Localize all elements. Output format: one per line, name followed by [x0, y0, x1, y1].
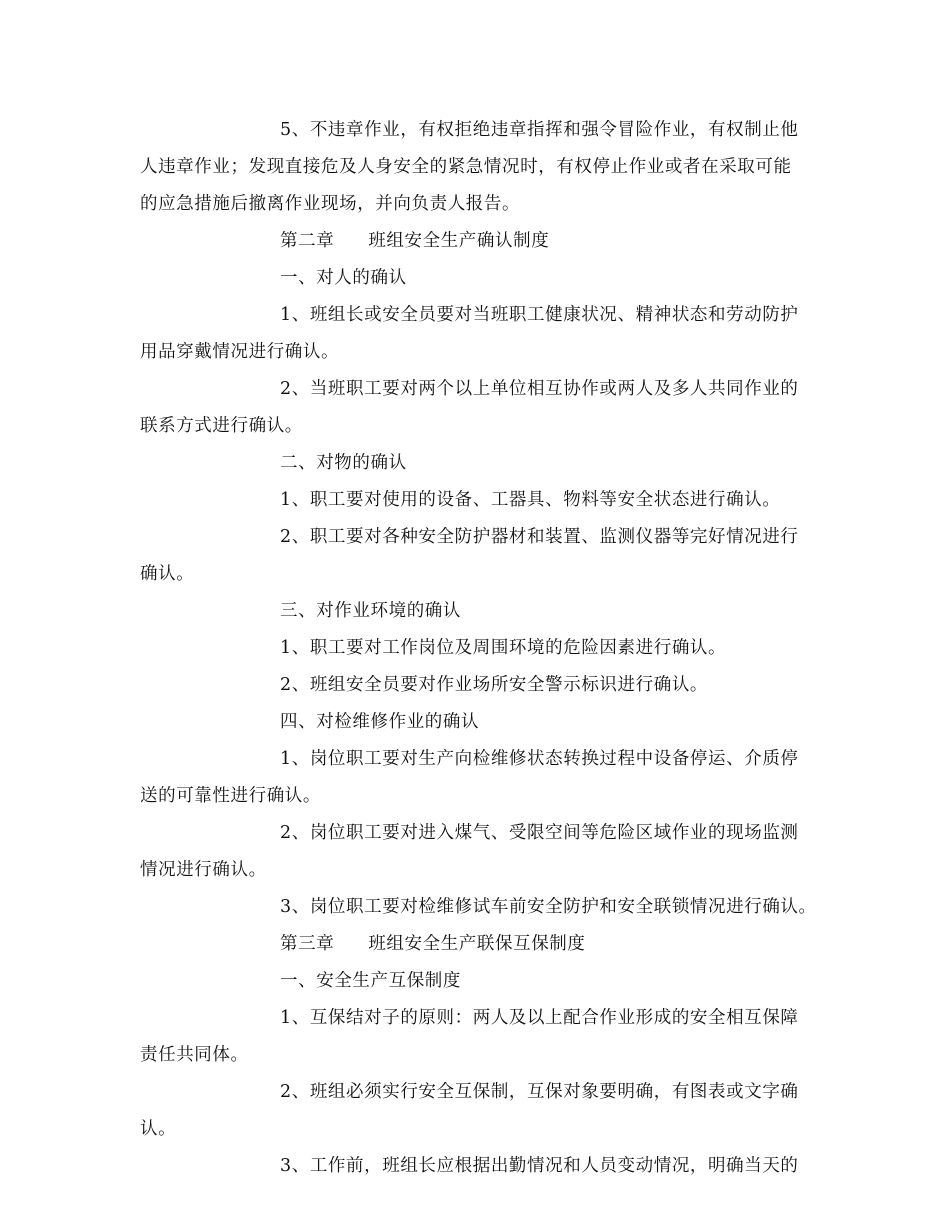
chapter-number: 第二章 [280, 231, 335, 251]
paragraph-line: 的应急措施后撤离作业现场，并向负责人报告。 [140, 194, 521, 214]
section-heading: 二、对物的确认 [280, 453, 407, 473]
paragraph-line: 2、班组安全员要对作业场所安全警示标识进行确认。 [280, 675, 709, 695]
paragraph-line: 1、职工要对使用的设备、工器具、物料等安全状态进行确认。 [280, 490, 781, 510]
paragraph-line: 情况进行确认。 [140, 860, 267, 880]
chapter-title: 班组安全生产确认制度 [368, 231, 550, 251]
chapter-number: 第三章 [280, 934, 335, 954]
paragraph-line: 认。 [140, 1119, 177, 1139]
paragraph-line: 责任共同体。 [140, 1045, 249, 1065]
chapter-heading [280, 229, 549, 253]
paragraph-line: 2、职工要对各种安全防护器材和装置、监测仪器等完好情况进行 [280, 527, 799, 547]
chapter-heading [280, 932, 586, 956]
paragraph-line: 人违章作业；发现直接危及人身安全的紧急情况时，有权停止作业或者在采取可能 [140, 157, 792, 177]
paragraph-line: 用品穿戴情况进行确认。 [140, 342, 340, 362]
section-heading: 四、对检维修作业的确认 [280, 712, 480, 732]
paragraph-line: 1、职工要对工作岗位及周围环境的危险因素进行确认。 [280, 638, 727, 658]
chapter-title: 班组安全生产联保互保制度 [368, 934, 586, 954]
paragraph-line: 1、岗位职工要对生产向检维修状态转换过程中设备停运、介质停 [280, 749, 799, 769]
section-heading: 三、对作业环境的确认 [280, 601, 461, 621]
section-heading: 一、对人的确认 [280, 268, 407, 288]
paragraph-line: 送的可靠性进行确认。 [140, 786, 321, 806]
paragraph-line: 确认。 [140, 564, 195, 584]
paragraph-line: 联系方式进行确认。 [140, 416, 303, 436]
paragraph-line: 5、不违章作业，有权拒绝违章指挥和强令冒险作业，有权制止他 [280, 120, 799, 140]
paragraph-line: 2、当班职工要对两个以上单位相互协作或两人及多人共同作业的 [280, 379, 799, 399]
paragraph-line: 2、岗位职工要对进入煤气、受限空间等危险区域作业的现场监测 [280, 823, 799, 843]
paragraph-line: 1、班组长或安全员要对当班职工健康状况、精神状态和劳动防护 [280, 305, 799, 325]
section-heading: 一、安全生产互保制度 [280, 971, 461, 991]
paragraph-line: 1、互保结对子的原则：两人及以上配合作业形成的安全相互保障 [280, 1008, 799, 1028]
paragraph-line: 3、岗位职工要对检维修试车前安全防护和安全联锁情况进行确认。 [280, 897, 817, 917]
paragraph-line: 2、班组必须实行安全互保制，互保对象要明确，有图表或文字确 [280, 1082, 799, 1102]
paragraph-line: 3、工作前，班组长应根据出勤情况和人员变动情况，明确当天的 [280, 1156, 799, 1176]
